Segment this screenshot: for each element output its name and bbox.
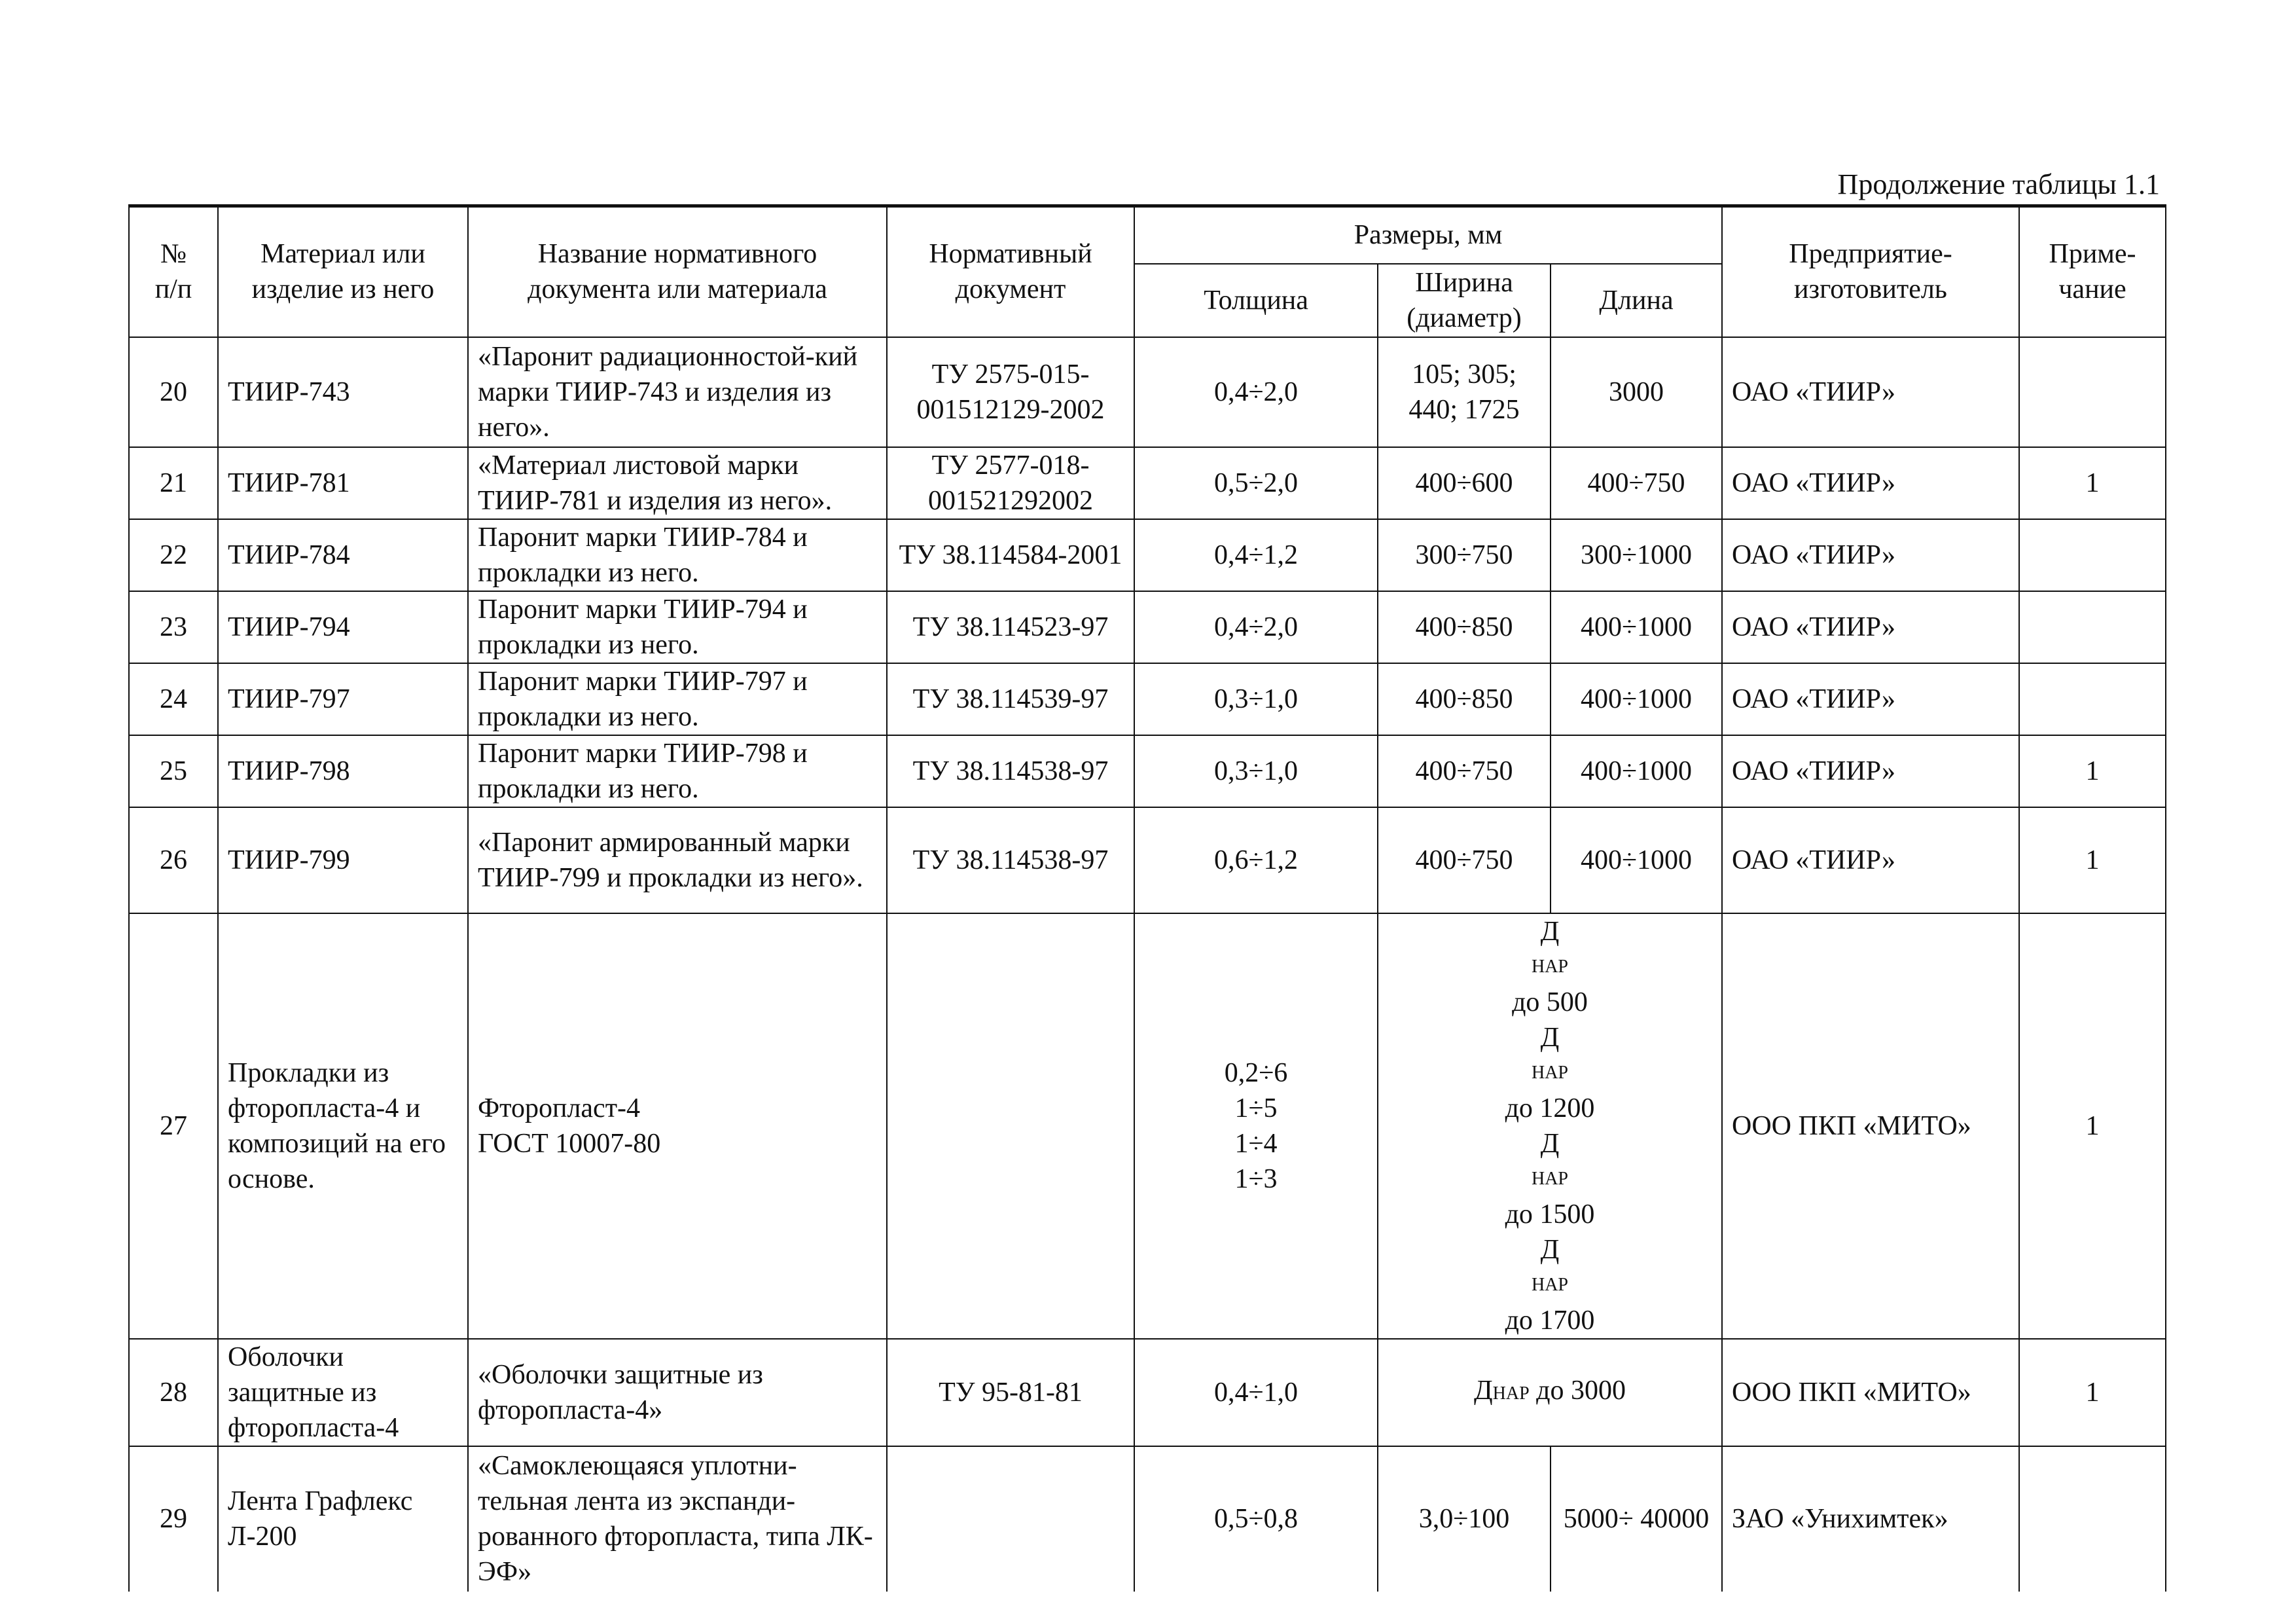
outer-diameter-value bbox=[1388, 1020, 1712, 1126]
cell-width: 105; 305; 440; 1725 bbox=[1378, 337, 1551, 447]
cell-doc-name: «Паронит армированный марки ТИИР-799 и прокладки из него». bbox=[468, 807, 887, 913]
cell-outer-diameter bbox=[1378, 1339, 1722, 1446]
cell-maker: ОАО «ТИИР» bbox=[1722, 591, 2019, 663]
cell-length: 5000÷ 40000 bbox=[1551, 1446, 1722, 1592]
table-row bbox=[129, 591, 2166, 663]
cell-length: 400÷1000 bbox=[1551, 663, 1722, 735]
cell-length: 400÷1000 bbox=[1551, 591, 1722, 663]
table-row bbox=[129, 519, 2166, 591]
table-row bbox=[129, 1339, 2166, 1446]
thickness-value: 1÷5 bbox=[1234, 1093, 1278, 1123]
header-row bbox=[129, 206, 2166, 264]
cell-material: ТИИР-781 bbox=[218, 447, 468, 519]
cell-maker: ОАО «ТИИР» bbox=[1722, 337, 2019, 447]
cell-num: 23 bbox=[129, 591, 218, 663]
dim-symbol: Д bbox=[1540, 1234, 1560, 1265]
cell-note: 1 bbox=[2019, 447, 2166, 519]
cell-material: Оболочки защитные из фторопласта-4 bbox=[218, 1339, 468, 1446]
table-row bbox=[129, 807, 2166, 913]
cell-material: ТИИР-797 bbox=[218, 663, 468, 735]
cell-note bbox=[2019, 663, 2166, 735]
cell-note bbox=[2019, 337, 2166, 447]
header-sizes: Размеры, мм bbox=[1134, 206, 1722, 264]
cell-num: 29 bbox=[129, 1446, 218, 1592]
cell-width: 400÷850 bbox=[1378, 591, 1551, 663]
cell-doc bbox=[887, 913, 1134, 1339]
table-caption: Продолжение таблицы 1.1 bbox=[1837, 168, 2160, 200]
cell-note bbox=[2019, 591, 2166, 663]
header-note: Приме-чание bbox=[2019, 206, 2166, 337]
cell-width: 300÷750 bbox=[1378, 519, 1551, 591]
header-num: № п/п bbox=[129, 206, 218, 337]
cell-length: 400÷1000 bbox=[1551, 735, 1722, 807]
cell-doc-name: «Самоклеющаяся уплотни-тельная лента из экспанди-рованного фторопласта, типа ЛК-ЭФ» bbox=[468, 1446, 887, 1592]
cell-width: 400÷600 bbox=[1378, 447, 1551, 519]
header-maker: Предприятие-изготовитель bbox=[1722, 206, 2019, 337]
cell-doc: ТУ 38.114539-97 bbox=[887, 663, 1134, 735]
cell-num: 26 bbox=[129, 807, 218, 913]
cell-material: ТИИР-743 bbox=[218, 337, 468, 447]
dim-text: до 1700 bbox=[1505, 1305, 1595, 1336]
cell-maker: ООО ПКП «МИТО» bbox=[1722, 1339, 2019, 1446]
cell-width: 400÷750 bbox=[1378, 735, 1551, 807]
dim-symbol: Д bbox=[1473, 1376, 1493, 1406]
cell-maker: ОАО «ТИИР» bbox=[1722, 807, 2019, 913]
dim-subscript: НАР bbox=[1531, 1062, 1568, 1083]
dim-symbol: Д bbox=[1540, 1128, 1560, 1159]
cell-num: 21 bbox=[129, 447, 218, 519]
cell-outer-diameter bbox=[1378, 913, 1722, 1339]
dim-text: до 3000 bbox=[1529, 1376, 1626, 1406]
outer-diameter-value bbox=[1388, 914, 1712, 1020]
cell-maker: ОАО «ТИИР» bbox=[1722, 663, 2019, 735]
cell-note: 1 bbox=[2019, 913, 2166, 1339]
cell-length: 3000 bbox=[1551, 337, 1722, 447]
cell-length: 400÷1000 bbox=[1551, 807, 1722, 913]
table-row bbox=[129, 1446, 2166, 1592]
dim-subscript: НАР bbox=[1531, 956, 1568, 977]
cell-doc-name: Паронит марки ТИИР-784 и прокладки из него. bbox=[468, 519, 887, 591]
cell-num: 20 bbox=[129, 337, 218, 447]
cell-material: ТИИР-798 bbox=[218, 735, 468, 807]
cell-doc-name: «Оболочки защитные из фторопласта-4» bbox=[468, 1339, 887, 1446]
cell-thickness bbox=[1134, 913, 1378, 1339]
cell-num: 27 bbox=[129, 913, 218, 1339]
cell-doc-name: «Материал листовой марки ТИИР-781 и изделия из него». bbox=[468, 447, 887, 519]
cell-thickness: 0,4÷1,2 bbox=[1134, 519, 1378, 591]
cell-doc: ТУ 38.114538-97 bbox=[887, 807, 1134, 913]
cell-thickness: 0,6÷1,2 bbox=[1134, 807, 1378, 913]
outer-diameter-value bbox=[1388, 1232, 1712, 1338]
cell-doc-name: Паронит марки ТИИР-794 и прокладки из него. bbox=[468, 591, 887, 663]
cell-material: ТИИР-794 bbox=[218, 591, 468, 663]
cell-num: 25 bbox=[129, 735, 218, 807]
cell-note bbox=[2019, 1446, 2166, 1592]
cell-width: 400÷750 bbox=[1378, 807, 1551, 913]
table-row bbox=[129, 913, 2166, 1339]
cell-doc-name: Паронит марки ТИИР-798 и прокладки из него. bbox=[468, 735, 887, 807]
cell-material: ТИИР-799 bbox=[218, 807, 468, 913]
doc-name-line: Фторопласт-4 bbox=[478, 1093, 641, 1123]
cell-material: Лента Графлекс Л-200 bbox=[218, 1446, 468, 1592]
header-doc-name: Название нормативного документа или материала bbox=[468, 206, 887, 337]
cell-note: 1 bbox=[2019, 735, 2166, 807]
cell-note: 1 bbox=[2019, 1339, 2166, 1446]
cell-doc: ТУ 2575-015-001512129-2002 bbox=[887, 337, 1134, 447]
cell-num: 24 bbox=[129, 663, 218, 735]
dim-subscript: НАР bbox=[1492, 1383, 1530, 1404]
dim-symbol: Д bbox=[1540, 916, 1560, 947]
cell-material: Прокладки из фторопласта-4 и композиций на его основе. bbox=[218, 913, 468, 1339]
dim-subscript: НАР bbox=[1531, 1168, 1568, 1189]
cell-note bbox=[2019, 519, 2166, 591]
cell-thickness: 0,3÷1,0 bbox=[1134, 735, 1378, 807]
cell-doc-name bbox=[468, 913, 887, 1339]
thickness-value: 0,2÷6 bbox=[1224, 1057, 1288, 1088]
cell-width: 400÷850 bbox=[1378, 663, 1551, 735]
table-row bbox=[129, 337, 2166, 447]
header-width: Ширина (диаметр) bbox=[1378, 264, 1551, 337]
cell-doc: ТУ 38.114538-97 bbox=[887, 735, 1134, 807]
header-material: Материал или изделие из него bbox=[218, 206, 468, 337]
header-thickness: Толщина bbox=[1134, 264, 1378, 337]
table-row bbox=[129, 735, 2166, 807]
cell-doc: ТУ 95-81-81 bbox=[887, 1339, 1134, 1446]
dim-symbol: Д bbox=[1540, 1022, 1560, 1053]
cell-num: 22 bbox=[129, 519, 218, 591]
cell-thickness: 0,4÷2,0 bbox=[1134, 337, 1378, 447]
cell-thickness: 0,4÷1,0 bbox=[1134, 1339, 1378, 1446]
cell-thickness: 0,4÷2,0 bbox=[1134, 591, 1378, 663]
dim-text: до 1500 bbox=[1505, 1199, 1595, 1230]
cell-doc: ТУ 2577-018-001521292002 bbox=[887, 447, 1134, 519]
cell-maker: ОАО «ТИИР» bbox=[1722, 519, 2019, 591]
cell-length: 300÷1000 bbox=[1551, 519, 1722, 591]
cell-doc-name: Паронит марки ТИИР-797 и прокладки из него. bbox=[468, 663, 887, 735]
cell-doc: ТУ 38.114523-97 bbox=[887, 591, 1134, 663]
cell-num: 28 bbox=[129, 1339, 218, 1446]
cell-doc: ТУ 38.114584-2001 bbox=[887, 519, 1134, 591]
outer-diameter-value bbox=[1474, 1376, 1626, 1406]
thickness-value: 1÷4 bbox=[1234, 1128, 1278, 1159]
dim-subscript: НАР bbox=[1531, 1274, 1568, 1295]
cell-doc-name: «Паронит радиационностой-кий марки ТИИР-743 и изделия из него». bbox=[468, 337, 887, 447]
doc-name-line: ГОСТ 10007-80 bbox=[478, 1128, 661, 1159]
materials-table bbox=[128, 204, 2166, 1592]
cell-maker: ЗАО «Унихимтек» bbox=[1722, 1446, 2019, 1592]
cell-width: 3,0÷100 bbox=[1378, 1446, 1551, 1592]
thickness-value: 1÷3 bbox=[1234, 1163, 1278, 1194]
dim-text: до 500 bbox=[1512, 987, 1588, 1017]
header-length: Длина bbox=[1551, 264, 1722, 337]
cell-thickness: 0,5÷2,0 bbox=[1134, 447, 1378, 519]
table-row bbox=[129, 447, 2166, 519]
cell-maker: ОАО «ТИИР» bbox=[1722, 735, 2019, 807]
cell-doc bbox=[887, 1446, 1134, 1592]
cell-material: ТИИР-784 bbox=[218, 519, 468, 591]
cell-note: 1 bbox=[2019, 807, 2166, 913]
header-doc: Нормативный документ bbox=[887, 206, 1134, 337]
table-row bbox=[129, 663, 2166, 735]
cell-thickness: 0,3÷1,0 bbox=[1134, 663, 1378, 735]
outer-diameter-value bbox=[1388, 1126, 1712, 1232]
cell-maker: ООО ПКП «МИТО» bbox=[1722, 913, 2019, 1339]
cell-maker: ОАО «ТИИР» bbox=[1722, 447, 2019, 519]
dim-text: до 1200 bbox=[1505, 1093, 1595, 1123]
cell-thickness: 0,5÷0,8 bbox=[1134, 1446, 1378, 1592]
cell-length: 400÷750 bbox=[1551, 447, 1722, 519]
